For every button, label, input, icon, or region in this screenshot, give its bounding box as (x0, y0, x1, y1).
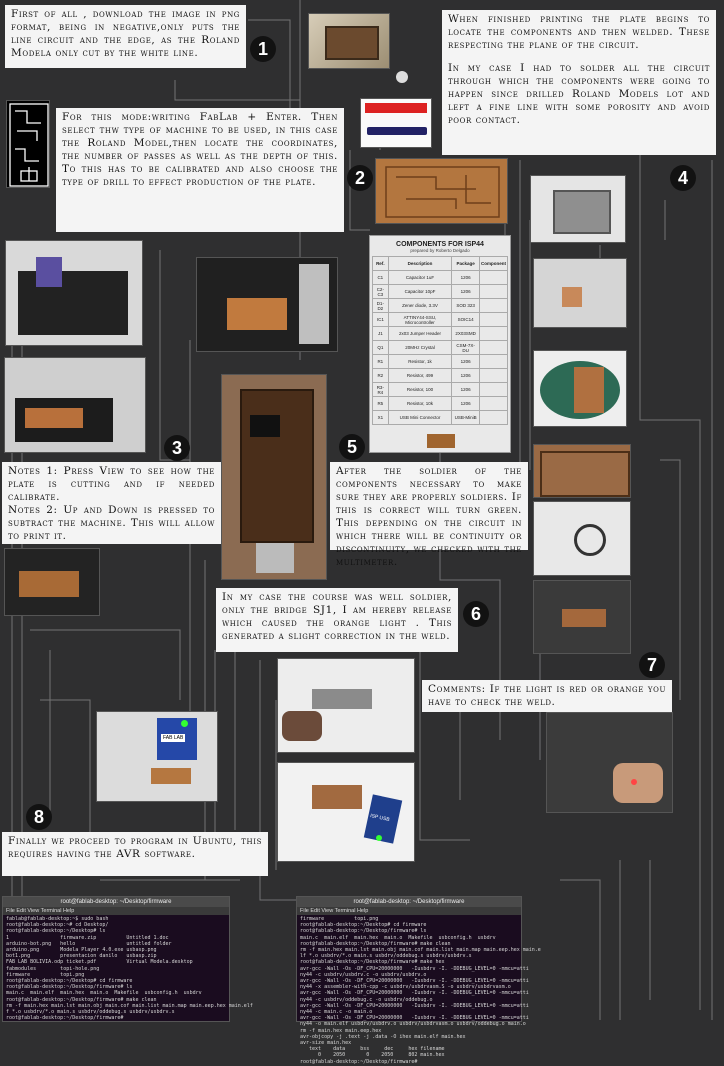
table-cell (479, 327, 507, 341)
table-row (373, 397, 508, 411)
table-row (373, 299, 508, 313)
usb-tag-label: ISP USB (369, 813, 391, 823)
terminal-line: root@fablab-desktop:~/Desktop/firmware# (6, 1015, 127, 1022)
terminal-line: 1 firmware.zip Untitled 1.doc (6, 934, 169, 941)
step-number-6: 6 (463, 601, 489, 627)
table-row (373, 341, 508, 355)
table-cell: 2x03 Jumper Header (388, 327, 452, 341)
terminal-right-output (297, 915, 541, 1066)
terminal-line: fablab@fablab-desktop:~$ sudo bash (6, 916, 109, 922)
table-cell (479, 341, 507, 355)
table-row (373, 327, 508, 341)
table-cell (479, 369, 507, 383)
table-cell: 1206 (452, 285, 480, 299)
terminal-line: avr-gcc -Wall -Os -DF_CPU=20000000 -Iusbdrv -I. -DDEBUG_LEVEL=0 -mmcu=atti (300, 990, 529, 997)
table-cell: R5 (373, 397, 389, 411)
terminal-line: ny44 -o main.elf usbdrv/usbdrv.o usbdrv/usbdrvasm.o usbdrv/oddebug.o main.o (300, 1021, 526, 1028)
table-cell: X1 (373, 411, 389, 425)
terminal-line: root@fablab-desktop:~/Desktop/firmware# ls (300, 928, 427, 935)
header-ref: Ref. (373, 257, 389, 271)
terminal-line: root@fablab-desktop:~/Desktop/firmware# (300, 1058, 421, 1065)
table-cell: D1-D2 (373, 299, 389, 313)
terminal-line: avr-size main.hex (300, 1040, 352, 1047)
terminal-line: main.c main.elf main.hex main.o Makefile usbconfig.h usbdrv (300, 934, 496, 941)
table-cell: 2X03SMD (452, 327, 480, 341)
table-cell: R3-R4 (373, 383, 389, 397)
terminal-line: ny44 -c usbdrv/oddebug.c -o usbdrv/oddebug.o (300, 996, 433, 1003)
header-package: Package (452, 257, 480, 271)
table-cell: Resistor, 10k (388, 397, 452, 411)
terminal-line: avr-objcopy -j .text -j .data -O ihex main.elf main.hex (300, 1033, 466, 1040)
step-number-3: 3 (164, 435, 190, 461)
table-cell: 1206 (452, 383, 480, 397)
terminal-line: FAB LAB BOLIVIA.odp ticket.pdf Virtual Modela.desktop (6, 959, 193, 966)
terminal-line: root@fablab-desktop:~/Desktop/firmware# make hex (300, 959, 445, 966)
table-cell: 20MHz Crystal (388, 341, 452, 355)
step-number-1: 1 (250, 36, 276, 62)
fablab-tag-label: FAB LAB (163, 735, 184, 741)
table-cell: USB Mini Connector (388, 411, 452, 425)
table-row (373, 271, 508, 285)
step4-text: When finished printing the plate begins to locate the components and then welded. These respecting the plane of the circuit. In my case I had to solder all the circuit through which the components were going to happen since drilled Roland Models lot and left a fine line with some porosity and avoid poor contact. (442, 10, 716, 155)
terminal-line: root@fablab-desktop:~/Desktop/firmware# make clean (300, 940, 451, 947)
table-cell (479, 271, 507, 285)
components-grid (372, 256, 508, 425)
step-number-7: 7 (639, 652, 665, 678)
table-cell: Zener diode, 3.3V (388, 299, 452, 313)
soldered-board-photo (221, 374, 327, 580)
terminal-right (296, 896, 541, 1065)
terminal-line: firmware topi.png (300, 916, 379, 922)
terminal-line: main.c main.elf main.hex main.o Makefile usbconfig.h usbdrv (6, 990, 202, 997)
helping-hands-photo (533, 501, 631, 576)
table-cell: Resistor, 499 (388, 369, 452, 383)
terminal-line: root@fablab-desktop:~/Desktop# ls (6, 928, 106, 935)
flux-dish-photo (533, 350, 627, 427)
table-cell: Q1 (373, 341, 389, 355)
terminal-right-menu: File Edit View Terminal Help (297, 907, 521, 915)
table-cell (479, 313, 507, 327)
terminal-line: lf *.o usbdrv/*.o main.s usbdrv/oddebug.s usbdrv/usbdrv.s (300, 953, 472, 960)
board-on-desk-photo (533, 580, 631, 654)
usb-tools-photo (360, 98, 432, 148)
table-cell: CSM-7X-DU (452, 341, 480, 355)
terminal-line: ny44 -x assembler-with-cpp -c usbdrv/usbdrvasm.S -o usbdrv/usbdrvasm.o (300, 984, 511, 991)
roland-machine-photo-3 (4, 357, 146, 453)
table-cell (479, 411, 507, 425)
terminal-line: root@fablab-desktop:~/Desktop/firmware# ls (6, 984, 133, 991)
table-cell: Capacitor 10pF (388, 285, 452, 299)
step7-text: Comments: If the light is red or orange you have to check the weld. (422, 680, 672, 712)
drill-bit-photo (394, 67, 410, 87)
table-cell (479, 285, 507, 299)
finished-board-photo (533, 444, 631, 498)
table-row (373, 355, 508, 369)
terminal-line: firmware topi.png (6, 971, 85, 978)
roland-machine-photo-4 (4, 548, 100, 616)
notes-text: Notes 1: Press View to see how the plate is cutting and if needed calibrate. Notes 2: Up and Down is pressed to subtract the machine. This will allow to print it. (2, 462, 221, 544)
terminal-line: text data bss dec hex filename (300, 1046, 445, 1053)
terminal-line: rm -f main.hex main.lst main.obj main.cof main.list main.map main.eep.hex main.e (300, 947, 541, 954)
pcb-negative-image-icon (6, 100, 50, 188)
table-cell: Resistor, 1k (388, 355, 452, 369)
terminal-line: root@fablab-desktop:~/Desktop# cd firmware (300, 922, 427, 929)
terminal-line: root@fablab-desktop:~/Desktop/firmware# make clean (6, 996, 157, 1003)
terminal-left-menu: File Edit View Terminal Help (3, 907, 229, 915)
table-row (373, 285, 508, 299)
pcb-milled-photo (308, 13, 390, 69)
step-number-8: 8 (26, 804, 52, 830)
terminal-line: avr-gcc -Wall -Os -DF_CPU=20000000 -Iusbdrv -I. -DDEBUG_LEVEL=0 -mmcu=atti (300, 1002, 529, 1009)
terminal-line: bot1.png presentacion danilo usbasp.zip (6, 953, 157, 960)
table-cell: Resistor, 100 (388, 383, 452, 397)
table-cell: 1206 (452, 397, 480, 411)
fablab-programmer-photo (96, 711, 218, 802)
terminal-line: fabmodules topi-hole.png (6, 965, 100, 972)
terminal-line: root@fablab-desktop:~/Desktop# cd firmware (6, 978, 133, 985)
terminal-line: avr-gcc -Wall -Os -DF_CPU=20000000 -Iusbdrv -I. -DDEBUG_LEVEL=0 -mmcu=atti (300, 965, 529, 972)
table-row (373, 411, 508, 425)
terminal-left-title: root@fablab-desktop: ~/Desktop/firmware (3, 897, 229, 907)
terminal-line: rm -f main.hex main.eep.hex (300, 1027, 382, 1034)
copper-plate-photo (375, 158, 508, 224)
table-cell: SOD 323 (452, 299, 480, 313)
terminal-left-output (3, 915, 253, 1022)
table-cell (479, 397, 507, 411)
table-row (373, 383, 508, 397)
workbench-photo (546, 712, 673, 813)
terminal-line: avr-gcc -Wall -Os -DF_CPU=20000000 -Iusbdrv -I. -DDEBUG_LEVEL=0 -mmcu=atti (300, 978, 529, 985)
table-cell: 1206 (452, 271, 480, 285)
table-cell: Capacitor 1uF (388, 271, 452, 285)
table-cell: ATTINY44-SSU, Microcontroller (388, 313, 452, 327)
header-description: Description (388, 257, 452, 271)
step8-text: Finally we proceed to program in Ubuntu, this requires having the AVR software. (2, 832, 268, 876)
tweezers-soldering-photo (533, 258, 627, 328)
components-table-title: COMPONENTS FOR ISP44 (396, 241, 484, 248)
components-table-subtitle: prepared by Roberto Delgado (410, 248, 470, 253)
table-cell: J1 (373, 327, 389, 341)
table-row (373, 313, 508, 327)
terminal-line: root@fablab-desktop:~# cd Desktop/ (6, 922, 109, 929)
table-cell: IC1 (373, 313, 389, 327)
table-row (373, 369, 508, 383)
step5-text: After the soldier of the components necessary to make sure they are properly soldiers. If this is correct will turn green. This depending on the circuit in which there will be continuity or discontinuity, we checked with the multimeter. (330, 462, 528, 550)
terminal-line: ny44 -c usbdrv/usbdrv.c -o usbdrv/usbdrv.o (300, 971, 427, 978)
step2-text: For this mode:writing FabLab + Enter. Then select thw type of machine to be used, in this case the Roland Model,then locate the coordinates, the number of passes as well as the depth of this. To this has to be calibrated and also choose the type of drill to effect production of the plate. (56, 108, 344, 232)
header-component: Component (479, 257, 507, 271)
step-number-5: 5 (339, 434, 365, 460)
table-cell: R2 (373, 369, 389, 383)
step-number-4: 4 (670, 165, 696, 191)
terminal-line: f *.o usbdrv/*.o main.s usbdrv/oddebug.s usbdrv/usbdrv.s (6, 1009, 175, 1016)
terminal-line: avr-gcc -Wall -Os -DF_CPU=20000000 -Iusbdrv -I. -DDEBUG_LEVEL=0 -mmcu=atti (300, 1015, 529, 1022)
terminal-line: arduino.png Modela Player 4.0.exe usbasp.png (6, 947, 157, 954)
terminal-line: 0 2050 0 2050 802 main.hex (300, 1052, 445, 1059)
terminal-line: ny44 -c main.c -o main.o (300, 1009, 373, 1016)
components-table (369, 235, 511, 453)
table-cell (479, 383, 507, 397)
table-cell: SOIC14 (452, 313, 480, 327)
table-cell: USB-MiniB (452, 411, 480, 425)
table-cell: 1206 (452, 369, 480, 383)
step6-text: In my case the course was well soldier, only the bridge SJ1, I am hereby release which caused the orange light . This generated a slight correction in the weld. (216, 588, 458, 652)
table-cell: 1206 (452, 355, 480, 369)
terminal-right-title: root@fablab-desktop: ~/Desktop/firmware (297, 897, 521, 907)
step-number-2: 2 (347, 165, 373, 191)
multimeter-probe-photo-1 (277, 658, 415, 753)
roland-machine-photo-2 (196, 257, 338, 352)
terminal-left (2, 896, 253, 1022)
table-cell (479, 355, 507, 369)
table-cell: C2-C3 (373, 285, 389, 299)
roland-machine-photo-1 (5, 240, 143, 346)
table-cell (479, 299, 507, 313)
table-cell: R1 (373, 355, 389, 369)
terminal-line: arduino-bot.png hello untitled folder (6, 940, 172, 947)
table-cell: C1 (373, 271, 389, 285)
terminal-line: rm -f main.hex main.lst main.obj main.cof main.list main.map main.eep.hex main.elf (6, 1002, 253, 1009)
programmer-board-photo (277, 762, 415, 862)
step1-text: First of all , download the image in png format, being in negative,only puts the line circuit and the edge, as the Roland Modela only cut by the white line. (5, 5, 246, 68)
usb-connector-photo (530, 175, 626, 243)
